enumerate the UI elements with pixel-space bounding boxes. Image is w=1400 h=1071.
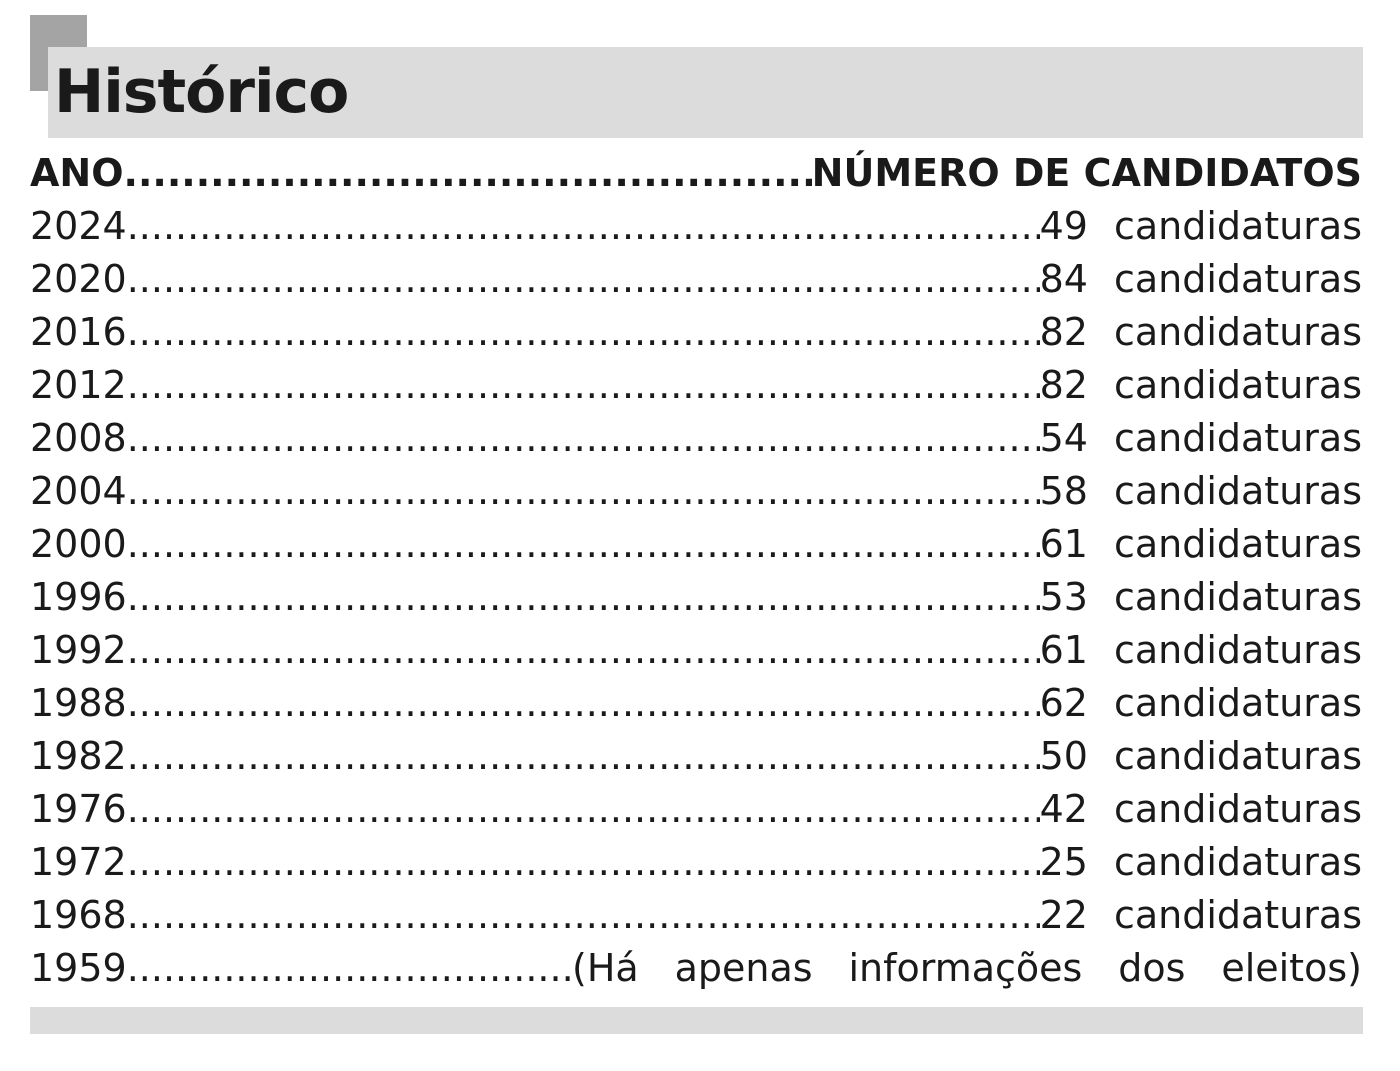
note-word: (Há bbox=[572, 946, 639, 990]
row-count: 82 bbox=[1039, 363, 1088, 407]
list-row bbox=[30, 730, 1362, 783]
row-year: 1988 bbox=[30, 681, 127, 725]
row-year: 1982 bbox=[30, 734, 127, 778]
row-year: 2000 bbox=[30, 522, 127, 566]
list-row bbox=[30, 465, 1362, 518]
row-year: 1968 bbox=[30, 893, 127, 937]
list-row bbox=[30, 359, 1362, 412]
row-year: 1996 bbox=[30, 575, 127, 619]
row-count: 53 bbox=[1039, 575, 1088, 619]
history-list bbox=[30, 147, 1362, 995]
dot-leader bbox=[127, 624, 1040, 677]
list-header bbox=[30, 147, 1362, 200]
row-year: 2020 bbox=[30, 257, 127, 301]
row-unit: candidaturas bbox=[1113, 575, 1362, 619]
dot-leader bbox=[127, 465, 1040, 518]
note-word: informações bbox=[848, 946, 1083, 990]
row-unit: candidaturas bbox=[1113, 893, 1362, 937]
row-year: 1992 bbox=[30, 628, 127, 672]
note-word: eleitos) bbox=[1221, 946, 1362, 990]
dot-leader bbox=[127, 200, 1040, 253]
row-unit: candidaturas bbox=[1113, 734, 1362, 778]
header-year-label: ANO bbox=[30, 151, 124, 195]
dot-leader bbox=[127, 518, 1040, 571]
note-word: dos bbox=[1118, 946, 1186, 990]
dot-leader bbox=[127, 306, 1040, 359]
row-year: 1959 bbox=[30, 946, 127, 990]
row-year: 2016 bbox=[30, 310, 127, 354]
row-count: 58 bbox=[1039, 469, 1088, 513]
row-count: 82 bbox=[1039, 310, 1088, 354]
dot-leader bbox=[127, 677, 1040, 730]
row-count: 61 bbox=[1039, 522, 1088, 566]
row-count: 61 bbox=[1039, 628, 1088, 672]
dot-leader bbox=[127, 942, 572, 995]
dot-leader bbox=[127, 783, 1040, 836]
row-year: 2008 bbox=[30, 416, 127, 460]
row-unit: candidaturas bbox=[1113, 257, 1362, 301]
dot-leader bbox=[124, 147, 812, 200]
list-row bbox=[30, 783, 1362, 836]
note-word: apenas bbox=[674, 946, 813, 990]
bottom-bar bbox=[30, 1007, 1363, 1034]
row-unit: candidaturas bbox=[1113, 628, 1362, 672]
list-row-last bbox=[30, 942, 1362, 995]
list-row bbox=[30, 253, 1362, 306]
row-count: 54 bbox=[1039, 416, 1088, 460]
header-count-label: NÚMERO DE CANDIDATOS bbox=[811, 151, 1362, 195]
list-row bbox=[30, 200, 1362, 253]
row-count: 22 bbox=[1039, 893, 1088, 937]
row-count: 50 bbox=[1039, 734, 1088, 778]
row-count: 62 bbox=[1039, 681, 1088, 725]
list-row bbox=[30, 306, 1362, 359]
row-unit: candidaturas bbox=[1113, 840, 1362, 884]
row-year: 2004 bbox=[30, 469, 127, 513]
row-count: 42 bbox=[1039, 787, 1088, 831]
list-row bbox=[30, 412, 1362, 465]
dot-leader bbox=[127, 836, 1040, 889]
list-row bbox=[30, 518, 1362, 571]
row-count: 25 bbox=[1039, 840, 1088, 884]
list-row bbox=[30, 571, 1362, 624]
dot-leader bbox=[127, 730, 1040, 783]
row-count: 49 bbox=[1039, 204, 1088, 248]
row-unit: candidaturas bbox=[1113, 787, 1362, 831]
dot-leader bbox=[127, 571, 1040, 624]
row-year: 2024 bbox=[30, 204, 127, 248]
row-year: 1972 bbox=[30, 840, 127, 884]
row-note bbox=[572, 942, 1362, 995]
row-unit: candidaturas bbox=[1113, 681, 1362, 725]
list-row bbox=[30, 889, 1362, 942]
dot-leader bbox=[127, 253, 1040, 306]
row-unit: candidaturas bbox=[1113, 363, 1362, 407]
list-rows bbox=[30, 200, 1362, 942]
page-title: Histórico bbox=[54, 57, 349, 127]
dot-leader bbox=[127, 889, 1040, 942]
row-year: 2012 bbox=[30, 363, 127, 407]
list-row bbox=[30, 677, 1362, 730]
row-year: 1976 bbox=[30, 787, 127, 831]
row-unit: candidaturas bbox=[1113, 469, 1362, 513]
list-row bbox=[30, 836, 1362, 889]
row-unit: candidaturas bbox=[1113, 416, 1362, 460]
row-count: 84 bbox=[1039, 257, 1088, 301]
row-unit: candidaturas bbox=[1113, 204, 1362, 248]
list-row bbox=[30, 624, 1362, 677]
row-unit: candidaturas bbox=[1113, 310, 1362, 354]
dot-leader bbox=[127, 359, 1040, 412]
row-unit: candidaturas bbox=[1113, 522, 1362, 566]
dot-leader bbox=[127, 412, 1040, 465]
